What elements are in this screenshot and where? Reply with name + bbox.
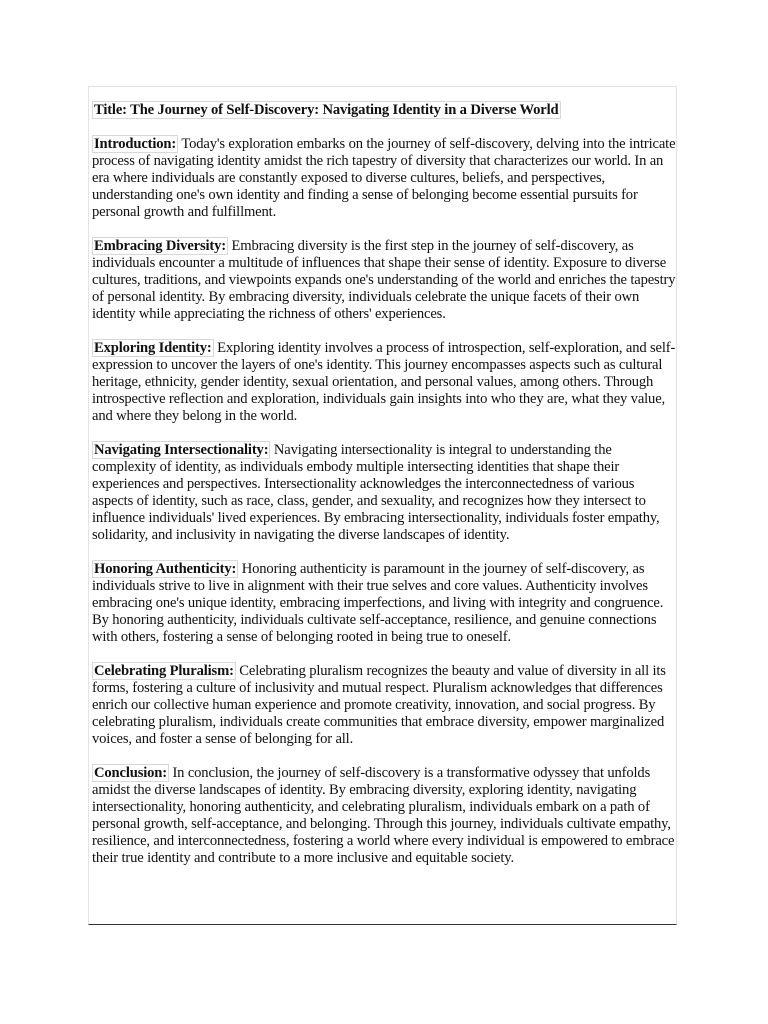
section-heading: Embracing Diversity: xyxy=(94,238,226,254)
section-heading: Navigating Intersectionality: xyxy=(94,442,269,458)
section-heading: Honoring Authenticity: xyxy=(94,561,237,577)
section-text: Celebrating pluralism recognizes the beauty and value of diversity in all its forms, fostering a culture of inclusivity and mutual respect. Pluralism acknowledges that differences enrich our collective human experience and promote creativity, innovation, and social progress. By celebrating pluralism, individuals create communities that embrace diversity, empower marginalized voices, and foster a sense of belonging for all. xyxy=(92,663,666,747)
section-conclusion xyxy=(92,765,676,867)
section-honoring-authenticity xyxy=(92,561,676,646)
section-text: Today's exploration embarks on the journey of self-discovery, delving into the intricate process of navigating identity amidst the rich tapestry of diversity that characterizes our world. In an era where individuals are constantly exposed to diverse cultures, beliefs, and perspectives, understanding one's own identity and finding a sense of belonging become essential pursuits for personal growth and fulfillment. xyxy=(92,136,676,220)
document-title-text: Title: The Journey of Self-Discovery: Navigating Identity in a Diverse World xyxy=(94,102,559,118)
section-heading: Conclusion: xyxy=(94,765,167,781)
section-text: Embracing diversity is the first step in the journey of self-discovery, as individuals encounter a multitude of influences that shape their sense of identity. Exposure to diverse cultures, traditions, and viewpoints expands one's understanding of the world and enriches the tapestry of personal identity. By embracing diversity, individuals celebrate the unique facets of their own identity while appreciating the richness of others' experiences. xyxy=(92,238,676,322)
section-text: Exploring identity involves a process of introspection, self-exploration, and self-expression to uncover the layers of one's identity. This journey encompasses aspects such as cultural heritage, ethnicity, gender identity, sexual orientation, and personal values, among others. Through introspective reflection and exploration, individuals gain insights into who they are, what they value, and where they belong in the world. xyxy=(92,340,676,424)
section-text: Honoring authenticity is paramount in the journey of self-discovery, as individuals strive to live in alignment with their true selves and core values. Authenticity involves embracing one's unique identity, embracing imperfections, and living with integrity and congruence. By honoring authenticity, individuals cultivate self-acceptance, resilience, and genuine connections with others, fostering a sense of belonging rooted in being true to oneself. xyxy=(92,561,664,645)
section-text: In conclusion, the journey of self-discovery is a transformative odyssey that unfolds amidst the diverse landscapes of identity. By embracing diversity, exploring identity, navigating intersectionality, honoring authenticity, and celebrating pluralism, individuals embark on a path of personal growth, self-acceptance, and belonging. Through this journey, individuals cultivate empathy, resilience, and interconnectedness, fostering a world where every individual is empowered to embrace their true identity and contribute to a more inclusive and equitable society. xyxy=(92,765,675,866)
section-text: Navigating intersectionality is integral to understanding the complexity of identity, as individuals embody multiple intersecting identities that shape their experiences and perspectives. Intersectionality acknowledges the interconnectedness of various aspects of identity, such as race, class, gender, and sexuality, and recognizes how they intersect to influence individuals' lived experiences. By embracing intersectionality, individuals foster empathy, solidarity, and inclusivity in navigating the diverse landscapes of identity. xyxy=(92,442,660,543)
section-celebrating-pluralism xyxy=(92,663,676,748)
section-heading: Exploring Identity: xyxy=(94,340,212,356)
section-navigating-intersectionality xyxy=(92,442,676,544)
section-exploring-identity xyxy=(92,340,676,425)
section-embracing-diversity xyxy=(92,238,676,323)
section-heading: Introduction: xyxy=(94,136,177,152)
document-title xyxy=(92,102,676,119)
section-heading: Celebrating Pluralism: xyxy=(94,663,234,679)
section-introduction xyxy=(92,136,676,221)
document-body xyxy=(92,102,676,884)
